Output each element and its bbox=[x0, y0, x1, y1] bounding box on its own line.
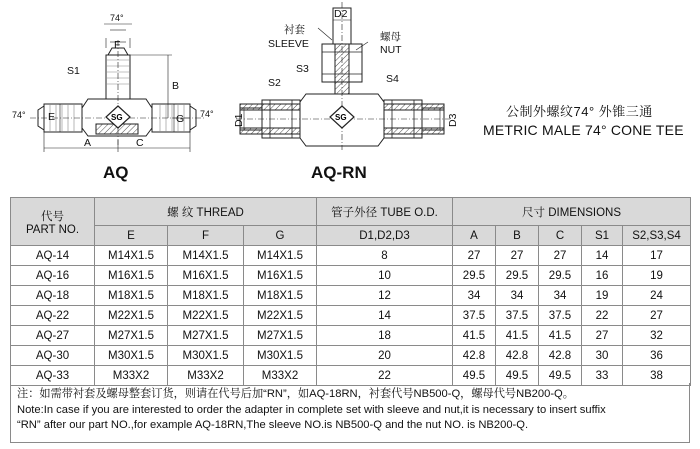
header-part-no: 代号 PART NO. bbox=[11, 198, 95, 246]
aq-label: AQ bbox=[103, 163, 129, 182]
subheader-S2-S4: S2,S3,S4 bbox=[623, 226, 691, 246]
table-row: AQ-33 M33X2 M33X2 M33X2 22 49.5 49.5 49.5 33 38 bbox=[11, 366, 691, 386]
svg-text:D3: D3 bbox=[447, 113, 459, 127]
svg-text:S4: S4 bbox=[386, 73, 399, 85]
subheader-F: F bbox=[168, 226, 244, 246]
svg-text:E: E bbox=[48, 111, 56, 123]
svg-text:SLEEVE: SLEEVE bbox=[268, 38, 309, 50]
technical-drawings bbox=[0, 0, 700, 190]
svg-text:D2: D2 bbox=[334, 8, 348, 20]
subheader-E: E bbox=[95, 226, 168, 246]
svg-text:74°: 74° bbox=[200, 109, 214, 119]
aqrn-label: AQ-RN bbox=[311, 163, 367, 182]
table-row: AQ-30 M30X1.5 M30X1.5 M30X1.5 20 42.8 42.8 42.8 30 36 bbox=[11, 346, 691, 366]
svg-text:D1: D1 bbox=[233, 113, 245, 127]
aq-logo-text: SG bbox=[111, 113, 123, 122]
note-english-line2: “RN” after our part NO.,for example AQ-18RN,The sleeve NO.is NB500-Q and the nut NO. is NB200-Q. bbox=[17, 419, 529, 431]
svg-text:G: G bbox=[176, 113, 185, 125]
note-chinese: 注：如需带衬套及螺母整套订货，则请在代号后加“RN”，如AQ-18RN，衬套代号NB500-Q，螺母代号NB200-Q。 bbox=[17, 388, 574, 400]
note-english-line1: Note:In case if you are interested to order the adapter in complete set with sleeve and nut,it is necessary to insert suffix bbox=[17, 403, 606, 416]
subheader-B: B bbox=[496, 226, 539, 246]
svg-text:S3: S3 bbox=[296, 63, 309, 75]
title-chinese: 公制外螺纹74° 外锥三通 bbox=[506, 104, 653, 119]
svg-text:螺母: 螺母 bbox=[380, 31, 401, 43]
svg-text:74°: 74° bbox=[12, 110, 26, 120]
table-row: AQ-14 M14X1.5 M14X1.5 M14X1.5 8 27 27 27 14 17 bbox=[11, 246, 691, 266]
spec-table bbox=[10, 197, 691, 386]
table-row: AQ-18 M18X1.5 M18X1.5 M18X1.5 12 34 34 34 19 24 bbox=[11, 286, 691, 306]
subheader-S1: S1 bbox=[582, 226, 623, 246]
svg-text:衬套: 衬套 bbox=[284, 24, 305, 36]
title-english: METRIC MALE 74° CONE TEE bbox=[483, 122, 684, 138]
header-tube-od: 管子外径 TUBE O.D. bbox=[317, 198, 453, 226]
header-dimensions: 尺寸 DIMENSIONS bbox=[453, 198, 691, 226]
subheader-A: A bbox=[453, 226, 496, 246]
order-note bbox=[10, 383, 690, 443]
aqrn-drawing bbox=[236, 2, 450, 150]
table-row: AQ-27 M27X1.5 M27X1.5 M27X1.5 18 41.5 41.5 41.5 27 32 bbox=[11, 326, 691, 346]
table-row: AQ-16 M16X1.5 M16X1.5 M16X1.5 10 29.5 29.5 29.5 16 19 bbox=[11, 266, 691, 286]
subheader-D: D1,D2,D3 bbox=[317, 226, 453, 246]
svg-text:NUT: NUT bbox=[380, 44, 402, 56]
svg-text:S2: S2 bbox=[268, 77, 281, 89]
svg-text:C: C bbox=[136, 137, 144, 149]
svg-text:S1: S1 bbox=[67, 65, 80, 77]
header-thread: 螺 纹 THREAD bbox=[95, 198, 317, 226]
svg-text:F: F bbox=[114, 39, 121, 51]
svg-text:74°: 74° bbox=[110, 13, 124, 23]
subheader-G: G bbox=[244, 226, 317, 246]
subheader-C: C bbox=[539, 226, 582, 246]
svg-text:B: B bbox=[172, 80, 180, 92]
table-row: AQ-22 M22X1.5 M22X1.5 M22X1.5 14 37.5 37.5 37.5 22 27 bbox=[11, 306, 691, 326]
svg-text:A: A bbox=[84, 137, 92, 149]
aqrn-logo-text: SG bbox=[335, 113, 347, 122]
